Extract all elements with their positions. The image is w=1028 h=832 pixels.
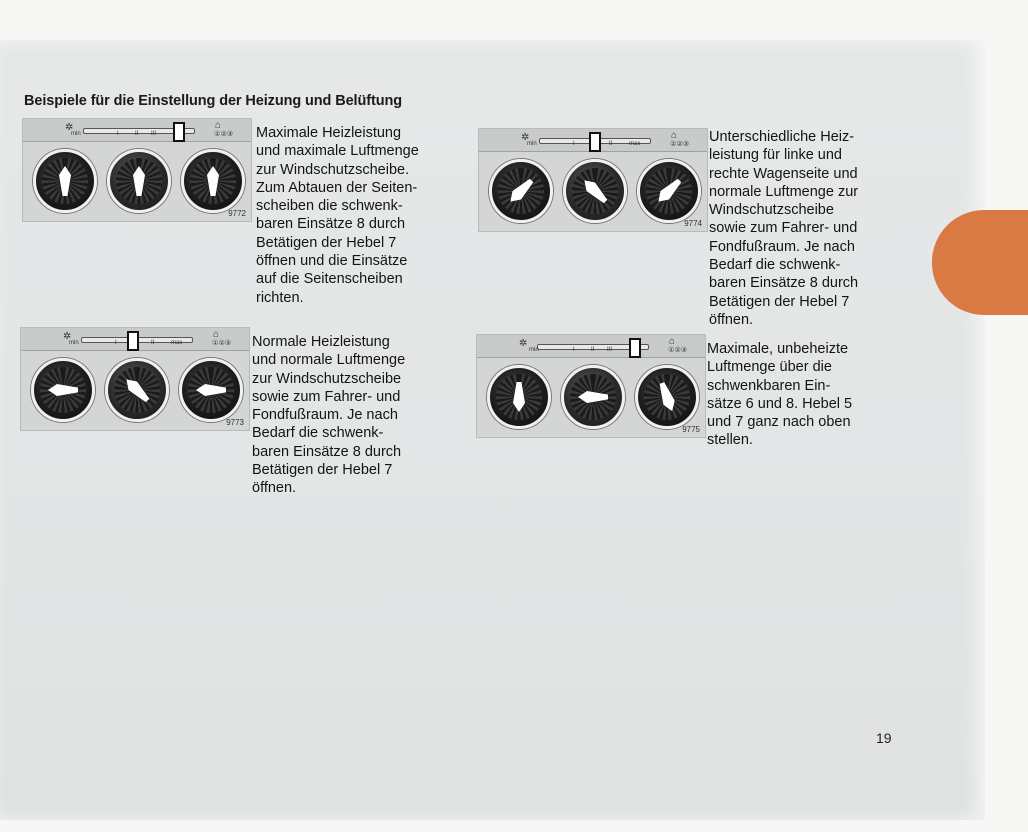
text-line: Betätigen der Hebel 7 xyxy=(256,234,397,251)
left-temperature-knob xyxy=(33,149,97,213)
fan-icon: ✲ xyxy=(63,331,72,342)
text-line: Fondfußraum. Je nach xyxy=(709,238,855,255)
fan-icon: ✲ xyxy=(521,132,530,143)
label-one: I xyxy=(573,347,575,353)
text-line: Bedarf die schwenk- xyxy=(252,425,384,442)
control-panel-9772 xyxy=(22,118,252,222)
label-one: I xyxy=(573,141,575,147)
slider-bar xyxy=(477,335,705,358)
text-line: sowie zum Fahrer- und xyxy=(709,220,858,237)
text-line: auf die Seitenscheiben xyxy=(256,271,403,288)
right-temperature-knob xyxy=(637,159,701,223)
label-one: I xyxy=(117,131,119,137)
text-line: leistung für linke und xyxy=(709,147,842,164)
label-two: II xyxy=(609,141,613,147)
label-two: II xyxy=(591,347,595,353)
text-line: rechte Wagenseite und xyxy=(709,165,858,182)
figure-code: 9772 xyxy=(228,209,246,218)
slider-bar xyxy=(479,129,707,152)
air-distribution-knob xyxy=(561,365,625,429)
text-line: Betätigen der Hebel 7 xyxy=(709,293,850,310)
label-min: min xyxy=(529,347,539,353)
label-max: max xyxy=(171,340,183,346)
example-text-9775 xyxy=(707,340,907,450)
fan-steps-icon: ①②③ xyxy=(668,347,687,354)
text-line: schwenkbaren Ein- xyxy=(707,377,831,394)
control-panel-9773 xyxy=(20,327,250,431)
text-line: und 7 ganz nach oben xyxy=(707,414,851,431)
right-temperature-knob xyxy=(635,365,699,429)
text-line: Normale Heizleistung xyxy=(252,334,390,350)
air-distribution-knob xyxy=(107,149,171,213)
example-text-9772 xyxy=(256,124,456,307)
defrost-icon: ⌂ xyxy=(212,329,219,340)
label-min: min xyxy=(71,131,81,137)
control-panel-9774 xyxy=(478,128,708,232)
label-one: I xyxy=(115,340,117,346)
right-temperature-knob xyxy=(181,149,245,213)
label-three: III xyxy=(151,131,157,137)
text-line: scheiben die schwenk- xyxy=(256,198,403,215)
air-distribution-knob xyxy=(563,159,627,223)
text-line: baren Einsätze 8 durch xyxy=(252,443,402,460)
slider-bar xyxy=(21,328,249,351)
text-line: richten. xyxy=(256,289,304,306)
control-panel-9775 xyxy=(476,334,706,438)
text-line: sowie zum Fahrer- und xyxy=(252,388,401,405)
blower-slider xyxy=(589,132,601,152)
figure-code: 9774 xyxy=(684,219,702,228)
text-line: baren Einsätze 8 durch xyxy=(709,275,859,292)
fan-steps-icon: ①②③ xyxy=(670,141,689,148)
blower-slider xyxy=(629,338,641,358)
text-line: Betätigen der Hebel 7 xyxy=(252,462,393,479)
text-line: Windschutzscheibe xyxy=(709,202,834,219)
page-number: 19 xyxy=(876,730,892,746)
text-line: sätze 6 und 8. Hebel 5 xyxy=(707,395,853,412)
text-line: und normale Luftmenge xyxy=(252,352,406,369)
label-min: min xyxy=(69,340,79,346)
example-text-9773 xyxy=(252,333,452,498)
fan-icon: ✲ xyxy=(65,122,74,133)
text-line: öffnen. xyxy=(709,311,754,328)
text-line: Zum Abtauen der Seiten- xyxy=(256,179,418,196)
figure-code: 9773 xyxy=(226,418,244,427)
text-line: Unterschiedliche Heiz- xyxy=(709,129,855,145)
text-line: baren Einsätze 8 durch xyxy=(256,216,406,233)
text-line: und maximale Luftmenge xyxy=(256,143,419,160)
label-two: II xyxy=(135,131,139,137)
slider-bar xyxy=(23,119,251,142)
defrost-icon: ⌂ xyxy=(670,130,677,141)
label-min: min xyxy=(527,141,537,147)
left-temperature-knob xyxy=(487,365,551,429)
figure-code: 9775 xyxy=(682,425,700,434)
text-line: Maximale Heizleistung xyxy=(256,125,402,141)
fan-icon: ✲ xyxy=(519,338,528,349)
text-line: zur Windschutzscheibe xyxy=(252,370,402,387)
right-temperature-knob xyxy=(179,358,243,422)
fan-steps-icon: ①②③ xyxy=(214,131,233,138)
text-line: Fondfußraum. Je nach xyxy=(252,407,398,424)
page-heading: Beispiele für die Einstellung der Heizung und Belüftung xyxy=(24,93,402,109)
defrost-icon: ⌂ xyxy=(668,336,675,347)
text-line: Bedarf die schwenk- xyxy=(709,257,841,274)
text-line: öffnen und die Einsätze xyxy=(256,253,408,270)
defrost-icon: ⌂ xyxy=(214,120,221,131)
blower-slider xyxy=(173,122,185,142)
text-line: Luftmenge über die xyxy=(707,359,832,376)
blower-slider xyxy=(127,331,139,351)
label-max: max xyxy=(629,141,641,147)
text-line: stellen. xyxy=(707,432,753,449)
label-two: II xyxy=(151,340,155,346)
text-line: normale Luftmenge zur xyxy=(709,183,859,200)
example-text-9774 xyxy=(709,128,909,329)
text-line: öffnen. xyxy=(252,480,297,497)
air-distribution-knob xyxy=(105,358,169,422)
left-temperature-knob xyxy=(489,159,553,223)
text-line: Maximale, unbeheizte xyxy=(707,341,849,357)
left-temperature-knob xyxy=(31,358,95,422)
fan-steps-icon: ①②③ xyxy=(212,340,231,347)
label-three: III xyxy=(607,347,613,353)
text-line: zur Windschutzscheibe. xyxy=(256,161,410,178)
chapter-tab-marker xyxy=(932,210,1028,315)
